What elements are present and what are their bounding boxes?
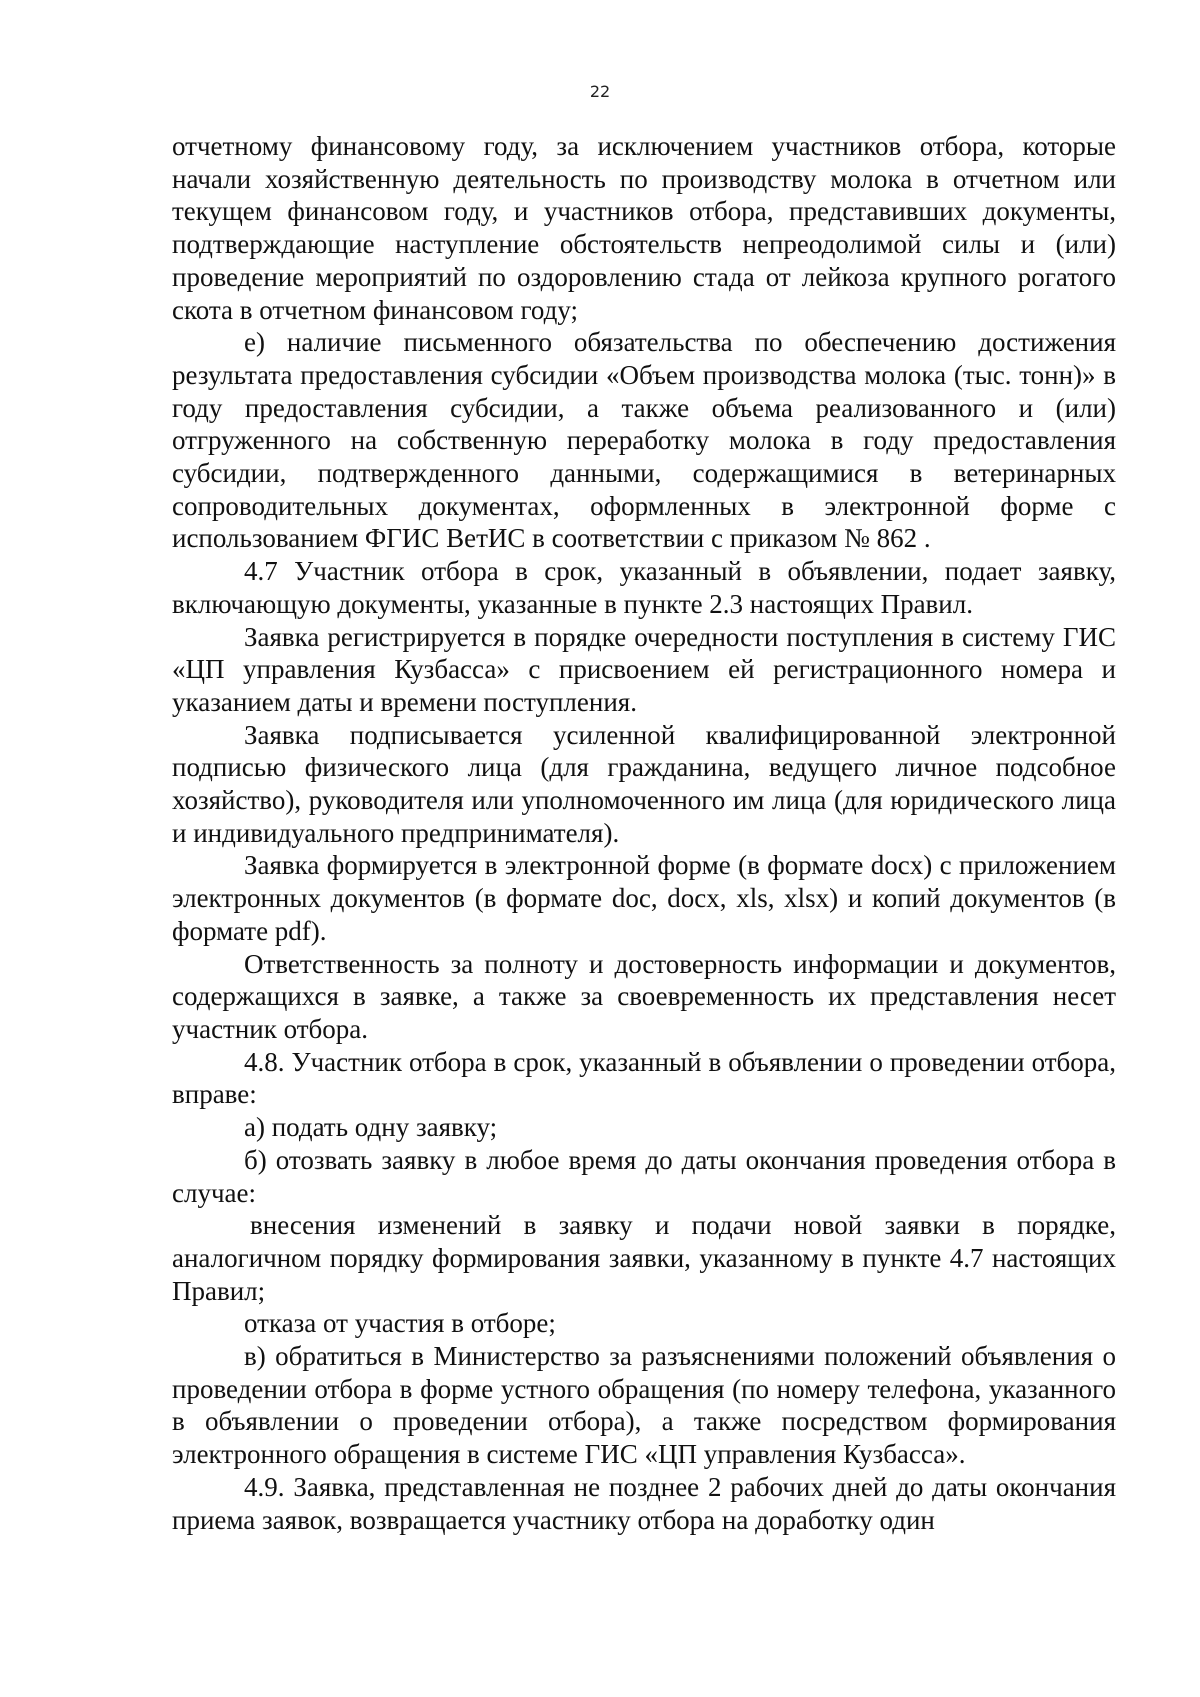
page-number: 22 xyxy=(589,82,611,101)
paragraph-12: отказа от участия в отборе; xyxy=(244,1308,556,1339)
paragraph-4: Заявка регистрируется в порядке очередности поступления в систему ГИС «ЦП управления Кузбасса» с присвоением ей регистрационного номера и указанием даты и времени поступления. xyxy=(172,621,1116,717)
document-body xyxy=(172,130,1116,1536)
paragraph-5: Заявка подписывается усиленной квалифицированной электронной подписью физического лица (для гражданина, ведущего личное подсобное хозяйство), руководителя или уполномоченного им лица (для юридического лица и индивидуального предпринимателя). xyxy=(172,719,1116,848)
paragraph-14: 4.9. Заявка, представленная не позднее 2 рабочих дней до даты окончания приема заявок, возвращается участнику отбора на доработку один xyxy=(172,1471,1116,1535)
paragraph-8: 4.8. Участник отбора в срок, указанный в объявлении о проведении отбора, вправе: xyxy=(172,1046,1116,1110)
paragraph-13: в) обратиться в Министерство за разъяснениями положений объявления о проведении отбора в форме устного обращения (по номеру телефона, указанного в объявлении о проведении отбора), а также посредством формирования электронного обращения в системе ГИС «ЦП управления Кузбасса». xyxy=(172,1341,1116,1470)
paragraph-6: Заявка формируется в электронной форме (в формате docx) с приложением электронных документов (в формате doc, docx, xls, xlsx) и копий документов (в формате pdf). xyxy=(172,850,1116,946)
paragraph-10: б) отозвать заявку в любое время до даты окончания проведения отбора в случае: xyxy=(172,1144,1116,1208)
paragraph-2: е) наличие письменного обязательства по обеспечению достижения результата предоставления субсидии «Объем производства молока (тыс. тонн)» в году предоставления субсидии, а также объема реализованного и (или) отгруженного на собственную переработку молока в году предоставления субсидии, подтвержденного данными, содержащимися в ветеринарных сопроводительных документах, оформленных в электронной форме с использованием ФГИС ВетИС в соответствии с приказом № 862 . xyxy=(172,327,1116,554)
paragraph-3: 4.7 Участник отбора в срок, указанный в объявлении, подает заявку, включающую документы, указанные в пункте 2.3 настоящих Правил. xyxy=(172,556,1116,619)
paragraph-1: отчетному финансовому году, за исключением участников отбора, которые начали хозяйственную деятельность по производству молока в отчетном или текущем финансовом году, и участников отбора, представивших документы, подтверждающие наступление обстоятельств непреодолимой силы и (или) проведение мероприятий по оздоровлению стада от лейкоза крупного рогатого скота в отчетном финансовом году; xyxy=(172,131,1116,325)
paragraph-11: внесения изменений в заявку и подачи новой заявки в порядке, аналогичном порядку формирования заявки, указанному в пункте 4.7 настоящих Правил; xyxy=(172,1210,1116,1306)
paragraph-7: Ответственность за полноту и достоверность информации и документов, содержащихся в заявке, а также за своевременность их представления несет участник отбора. xyxy=(172,948,1116,1044)
paragraph-9: а) подать одну заявку; xyxy=(244,1112,498,1143)
